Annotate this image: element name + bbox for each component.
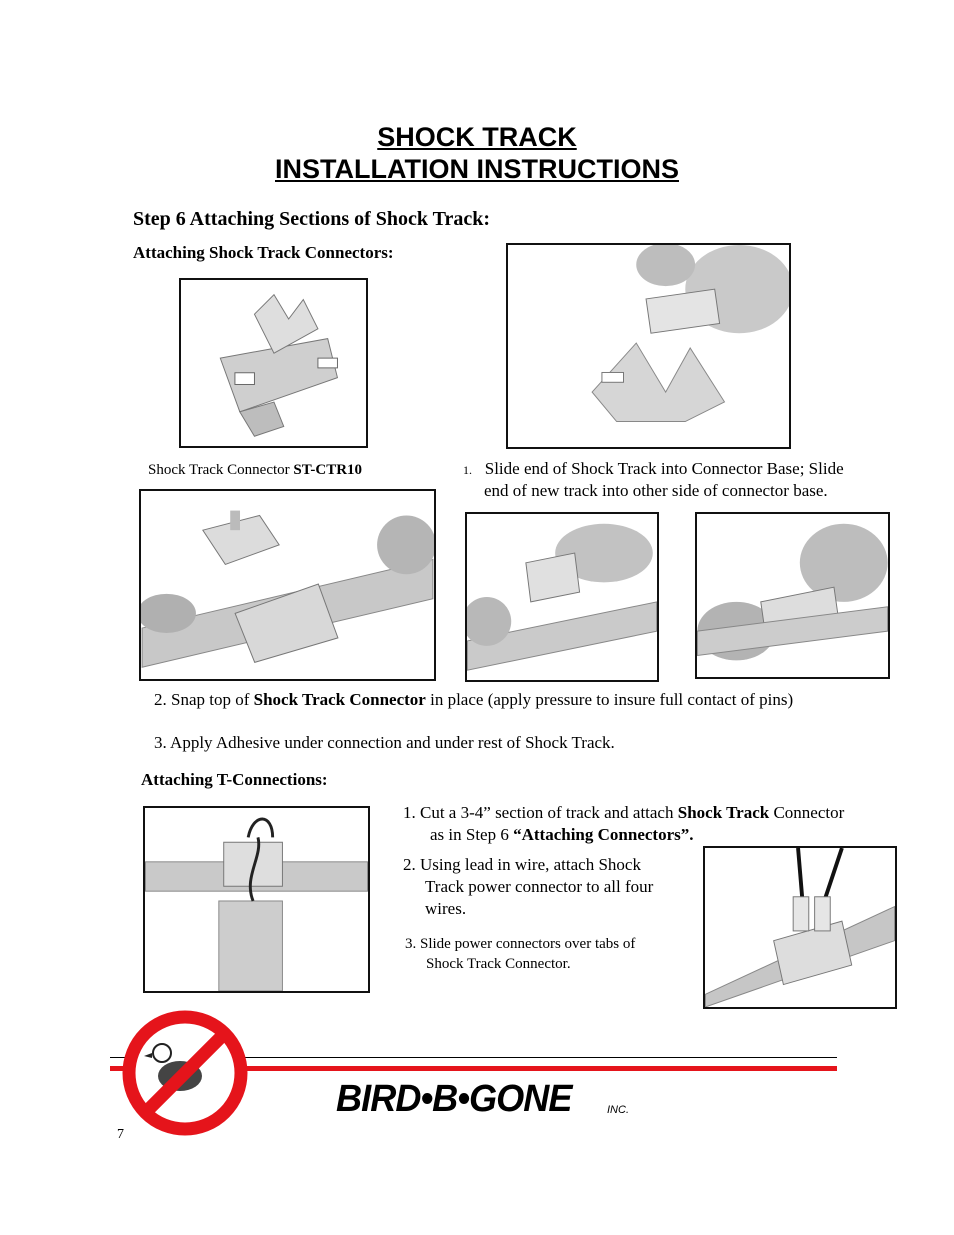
instruction-1	[463, 458, 893, 481]
press-connector-photo	[695, 512, 890, 679]
tconn-instruction-2-line1: 2. Using lead in wire, attach Shock	[403, 855, 641, 874]
instruction-2-bold: Shock Track Connector	[253, 690, 426, 709]
tconn-instruction-1-line2-bold: “Attaching Connectors”.	[513, 825, 694, 844]
connector-top-photo	[506, 243, 791, 449]
tconn-instruction-2-line2: Track power connector to all four	[425, 877, 654, 896]
page-number: 7	[117, 1127, 124, 1142]
tconn-instruction-1	[403, 802, 913, 824]
instruction-1-line1: Slide end of Shock Track into Connector Base; Slide	[484, 459, 844, 478]
title-line1: SHOCK TRACK	[377, 122, 577, 152]
track-connection-photo	[139, 489, 436, 681]
instruction-2-suffix: in place (apply pressure to insure full contact of pins)	[425, 690, 794, 709]
instruction-1-line2: end of new track into other side of connector base.	[484, 481, 828, 500]
tconn-instruction-1-line2	[430, 824, 694, 846]
instruction-2	[154, 689, 914, 711]
tconn-instruction-1-line2-prefix: as in Step 6	[430, 825, 514, 844]
t-connection-photo	[143, 806, 370, 993]
tconn-instruction-1-bold: Shock Track	[677, 803, 770, 822]
step-heading: Step 6 Attaching Sections of Shock Track:	[133, 208, 491, 230]
brand-logo: BIRD•B•GONE	[336, 1078, 572, 1120]
tconn-instruction-3-line2: Shock Track Connector.	[426, 956, 571, 972]
power-connector-photo	[703, 846, 897, 1009]
title-line2: INSTALLATION INSTRUCTIONS	[275, 154, 679, 184]
connectors-heading: Attaching Shock Track Connectors:	[133, 243, 394, 262]
connector-caption-prefix: Shock Track Connector	[148, 462, 294, 478]
brand-suffix: INC.	[607, 1104, 629, 1116]
instruction-1-number: 1.	[463, 463, 472, 477]
tconn-instruction-2-line3: wires.	[425, 899, 467, 918]
connector-model: ST-CTR10	[293, 462, 363, 478]
connector-caption	[148, 460, 362, 480]
snap-top-photo	[465, 512, 659, 682]
tconn-instruction-1-suffix: Connector	[769, 803, 845, 822]
instruction-2-prefix: 2. Snap top of	[154, 690, 254, 709]
tconn-instruction-1-prefix: 1. Cut a 3-4” section of track and attach	[403, 803, 678, 822]
instruction-3: 3. Apply Adhesive under connection and under rest of Shock Track.	[154, 733, 615, 752]
no-bird-logo-icon	[120, 1008, 250, 1138]
connector-photo	[179, 278, 368, 448]
tconn-instruction-3-line1: 3. Slide power connectors over tabs of	[405, 936, 636, 952]
tconn-heading: Attaching T-Connections:	[141, 770, 328, 789]
